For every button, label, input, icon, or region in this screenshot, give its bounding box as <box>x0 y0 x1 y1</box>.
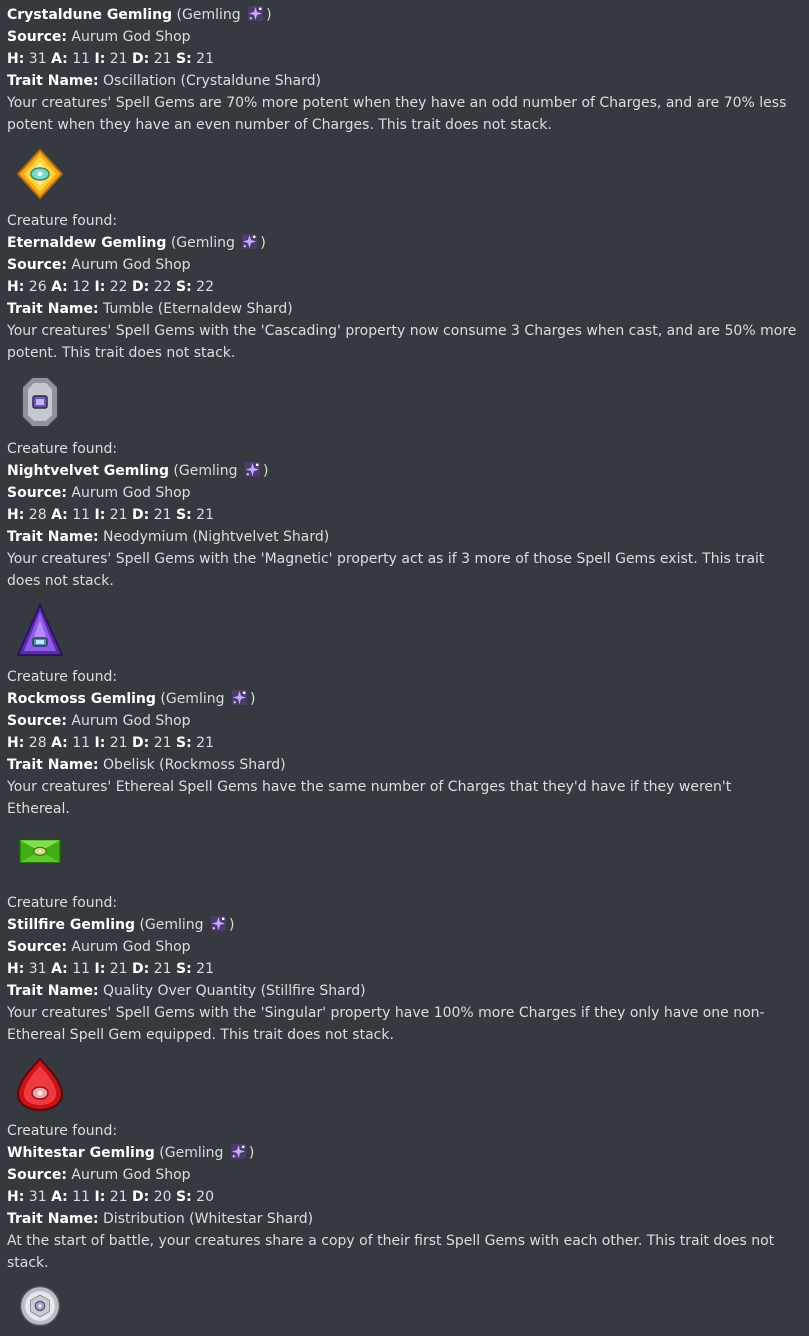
stat-i-label: I: <box>94 51 106 67</box>
stat-s-value: 21 <box>196 961 214 977</box>
stat-i-value: 22 <box>109 279 128 295</box>
paren-close: ) <box>229 917 235 933</box>
yellow-diamond-gem-icon <box>12 146 68 202</box>
stat-s-value: 21 <box>196 51 214 67</box>
trait-description: Your creatures' Spell Gems with the 'Magnetic' property act as if 3 more of those Spell Gems exist. This trait does not stack. <box>7 551 765 589</box>
creature-type: Gemling <box>178 463 238 479</box>
stat-s-label: S: <box>176 1189 192 1205</box>
stat-h-label: H: <box>7 961 25 977</box>
creature-found-label: Creature found: <box>7 669 118 685</box>
purple-sparkle-icon <box>241 233 258 250</box>
stat-i-value: 21 <box>109 507 128 523</box>
creature-entry <box>7 892 797 1112</box>
creature-title-line <box>7 914 797 936</box>
creature-type: Gemling <box>164 1145 224 1161</box>
stats-line <box>7 958 797 980</box>
stat-h-value: 28 <box>28 507 47 523</box>
stat-d-label: D: <box>132 507 150 523</box>
trait-description: Your creatures' Spell Gems with the 'Cascading' property now consume 3 Charges when cast, and are 50% more potent. This trait does not stack. <box>7 323 797 361</box>
stat-d-value: 21 <box>153 735 172 751</box>
source-line <box>7 936 797 958</box>
stat-a-value: 11 <box>72 961 91 977</box>
source-value: Aurum God Shop <box>71 1167 191 1183</box>
stat-s-value: 21 <box>196 507 214 523</box>
stat-h-value: 28 <box>28 735 47 751</box>
stats-line <box>7 732 797 754</box>
stat-d-label: D: <box>132 961 150 977</box>
trait-value: Oscillation (Crystaldune Shard) <box>103 73 321 89</box>
source-value: Aurum God Shop <box>71 29 191 45</box>
stat-s-value: 20 <box>196 1189 214 1205</box>
trait-line <box>7 70 797 92</box>
stat-i-label: I: <box>94 961 106 977</box>
purple-sparkle-icon <box>230 1143 247 1160</box>
source-label: Source: <box>7 939 67 955</box>
trait-label: Trait Name: <box>7 301 99 317</box>
stat-d-label: D: <box>132 1189 150 1205</box>
trait-value: Quality Over Quantity (Stillfire Shard) <box>103 983 366 999</box>
source-label: Source: <box>7 1167 67 1183</box>
paren-open: ( <box>159 1145 165 1161</box>
source-line <box>7 254 797 276</box>
source-value: Aurum God Shop <box>71 713 191 729</box>
stat-h-label: H: <box>7 1189 25 1205</box>
purple-sparkle-icon <box>231 689 248 706</box>
silver-octagon-gem-icon <box>12 374 68 430</box>
trait-value: Obelisk (Rockmoss Shard) <box>103 757 286 773</box>
stat-h-value: 31 <box>28 961 47 977</box>
stat-h-value: 26 <box>28 279 47 295</box>
creature-found-label: Creature found: <box>7 1123 118 1139</box>
stat-a-label: A: <box>51 961 68 977</box>
stat-d-value: 21 <box>153 961 172 977</box>
stats-line <box>7 504 797 526</box>
creature-entry <box>7 1120 797 1328</box>
purple-sparkle-icon <box>244 461 261 478</box>
creature-found-label: Creature found: <box>7 213 118 229</box>
stats-line <box>7 276 797 298</box>
creature-title-line <box>7 4 797 26</box>
purple-sparkle-icon <box>247 5 264 22</box>
stat-h-value: 31 <box>28 1189 47 1205</box>
stat-a-label: A: <box>51 279 68 295</box>
source-line <box>7 710 797 732</box>
creature-name: Crystaldune Gemling <box>7 7 173 23</box>
paren-close: ) <box>260 235 266 251</box>
stat-a-label: A: <box>51 507 68 523</box>
creature-type: Gemling <box>165 691 225 707</box>
stat-i-value: 21 <box>109 51 128 67</box>
stat-d-label: D: <box>132 279 150 295</box>
stat-d-label: D: <box>132 735 150 751</box>
creature-entry <box>7 666 797 878</box>
paren-open: ( <box>160 691 166 707</box>
stat-s-value: 22 <box>196 279 214 295</box>
trait-description: Your creatures' Spell Gems are 70% more potent when they have an odd number of Charges, and are 70% less potent when they have an even number of Charges. This trait does not stack. <box>7 95 787 133</box>
red-teardrop-gem-icon <box>12 1056 68 1112</box>
source-value: Aurum God Shop <box>71 485 191 501</box>
stats-line <box>7 48 797 70</box>
creature-type: Gemling <box>176 235 235 251</box>
creature-title-line <box>7 460 797 482</box>
paren-close: ) <box>262 463 269 479</box>
stat-i-label: I: <box>94 735 106 751</box>
paren-close: ) <box>249 691 256 707</box>
trait-description: Your creatures' Spell Gems with the 'Singular' property have 100% more Charges if they only have one non-Ethereal Spell Gem equipped. This trait does not stack. <box>7 1005 765 1043</box>
stat-d-value: 22 <box>153 279 172 295</box>
stat-d-value: 21 <box>153 51 172 67</box>
source-line <box>7 482 797 504</box>
source-value: Aurum God Shop <box>71 939 191 955</box>
stat-s-label: S: <box>176 961 192 977</box>
trait-description: At the start of battle, your creatures share a copy of their first Spell Gems with each other. This trait does not stack. <box>7 1233 775 1271</box>
source-line <box>7 1164 797 1186</box>
trait-line <box>7 1208 797 1230</box>
source-line <box>7 26 797 48</box>
paren-open: ( <box>170 235 177 251</box>
stat-h-value: 31 <box>28 51 47 67</box>
stat-i-label: I: <box>94 279 106 295</box>
paren-open: ( <box>173 463 179 479</box>
paren-close: ) <box>248 1145 255 1161</box>
stat-s-label: S: <box>176 507 192 523</box>
source-label: Source: <box>7 485 67 501</box>
source-label: Source: <box>7 257 67 273</box>
paren-open: ( <box>139 917 145 933</box>
trait-label: Trait Name: <box>7 983 99 999</box>
creature-name: Whitestar Gemling <box>7 1145 155 1161</box>
trait-label: Trait Name: <box>7 73 99 89</box>
white-round-gem-icon <box>18 1284 62 1328</box>
stat-s-label: S: <box>176 279 192 295</box>
stat-a-value: 11 <box>72 1189 91 1205</box>
creature-found-label: Creature found: <box>7 441 118 457</box>
stats-line <box>7 1186 797 1208</box>
creature-name: Rockmoss Gemling <box>7 691 156 707</box>
stat-i-value: 21 <box>109 735 128 751</box>
creature-entry <box>7 210 797 430</box>
stat-a-label: A: <box>51 51 68 67</box>
creature-entry <box>7 438 797 658</box>
creature-name: Stillfire Gemling <box>7 917 135 933</box>
creature-title-line <box>7 232 797 254</box>
creature-title-line <box>7 688 797 710</box>
trait-line <box>7 298 797 320</box>
trait-line <box>7 980 797 1002</box>
green-rectangle-gem-icon <box>12 834 68 878</box>
trait-description: Your creatures' Ethereal Spell Gems have the same number of Charges that they'd have if they weren't Ethereal. <box>7 779 732 817</box>
stat-d-value: 20 <box>153 1189 172 1205</box>
stat-h-label: H: <box>7 51 25 67</box>
creature-name: Nightvelvet Gemling <box>7 463 169 479</box>
trait-line <box>7 754 797 776</box>
creature-type: Gemling <box>181 7 241 23</box>
stat-i-value: 21 <box>109 961 128 977</box>
stat-s-label: S: <box>176 735 192 751</box>
trait-line <box>7 526 797 548</box>
creature-entry <box>7 4 797 202</box>
source-label: Source: <box>7 29 67 45</box>
stat-h-label: H: <box>7 507 25 523</box>
stat-s-label: S: <box>176 51 192 67</box>
stat-a-value: 12 <box>72 279 91 295</box>
stat-s-value: 21 <box>196 735 214 751</box>
paren-close: ) <box>266 7 272 23</box>
source-label: Source: <box>7 713 67 729</box>
message-feed <box>7 4 797 1336</box>
stat-i-label: I: <box>94 1189 106 1205</box>
stat-a-value: 11 <box>72 51 91 67</box>
trait-label: Trait Name: <box>7 757 99 773</box>
trait-value: Tumble (Eternaldew Shard) <box>103 301 293 317</box>
trait-value: Neodymium (Nightvelvet Shard) <box>103 529 330 545</box>
source-value: Aurum God Shop <box>71 257 191 273</box>
paren-open: ( <box>176 7 182 23</box>
stat-d-label: D: <box>132 51 150 67</box>
stat-h-label: H: <box>7 279 25 295</box>
stat-a-value: 11 <box>72 735 91 751</box>
stat-i-value: 21 <box>109 1189 128 1205</box>
creature-type: Gemling <box>144 917 204 933</box>
stat-d-value: 21 <box>153 507 172 523</box>
trait-label: Trait Name: <box>7 529 99 545</box>
creature-title-line <box>7 1142 797 1164</box>
trait-label: Trait Name: <box>7 1211 99 1227</box>
stat-a-value: 11 <box>72 507 91 523</box>
trait-value: Distribution (Whitestar Shard) <box>103 1211 314 1227</box>
stat-a-label: A: <box>51 1189 68 1205</box>
creature-found-label: Creature found: <box>7 895 118 911</box>
creature-name: Eternaldew Gemling <box>7 235 167 251</box>
stat-a-label: A: <box>51 735 68 751</box>
stat-i-label: I: <box>94 507 106 523</box>
purple-sparkle-icon <box>210 915 227 932</box>
purple-pyramid-gem-icon <box>12 602 68 658</box>
stat-h-label: H: <box>7 735 25 751</box>
